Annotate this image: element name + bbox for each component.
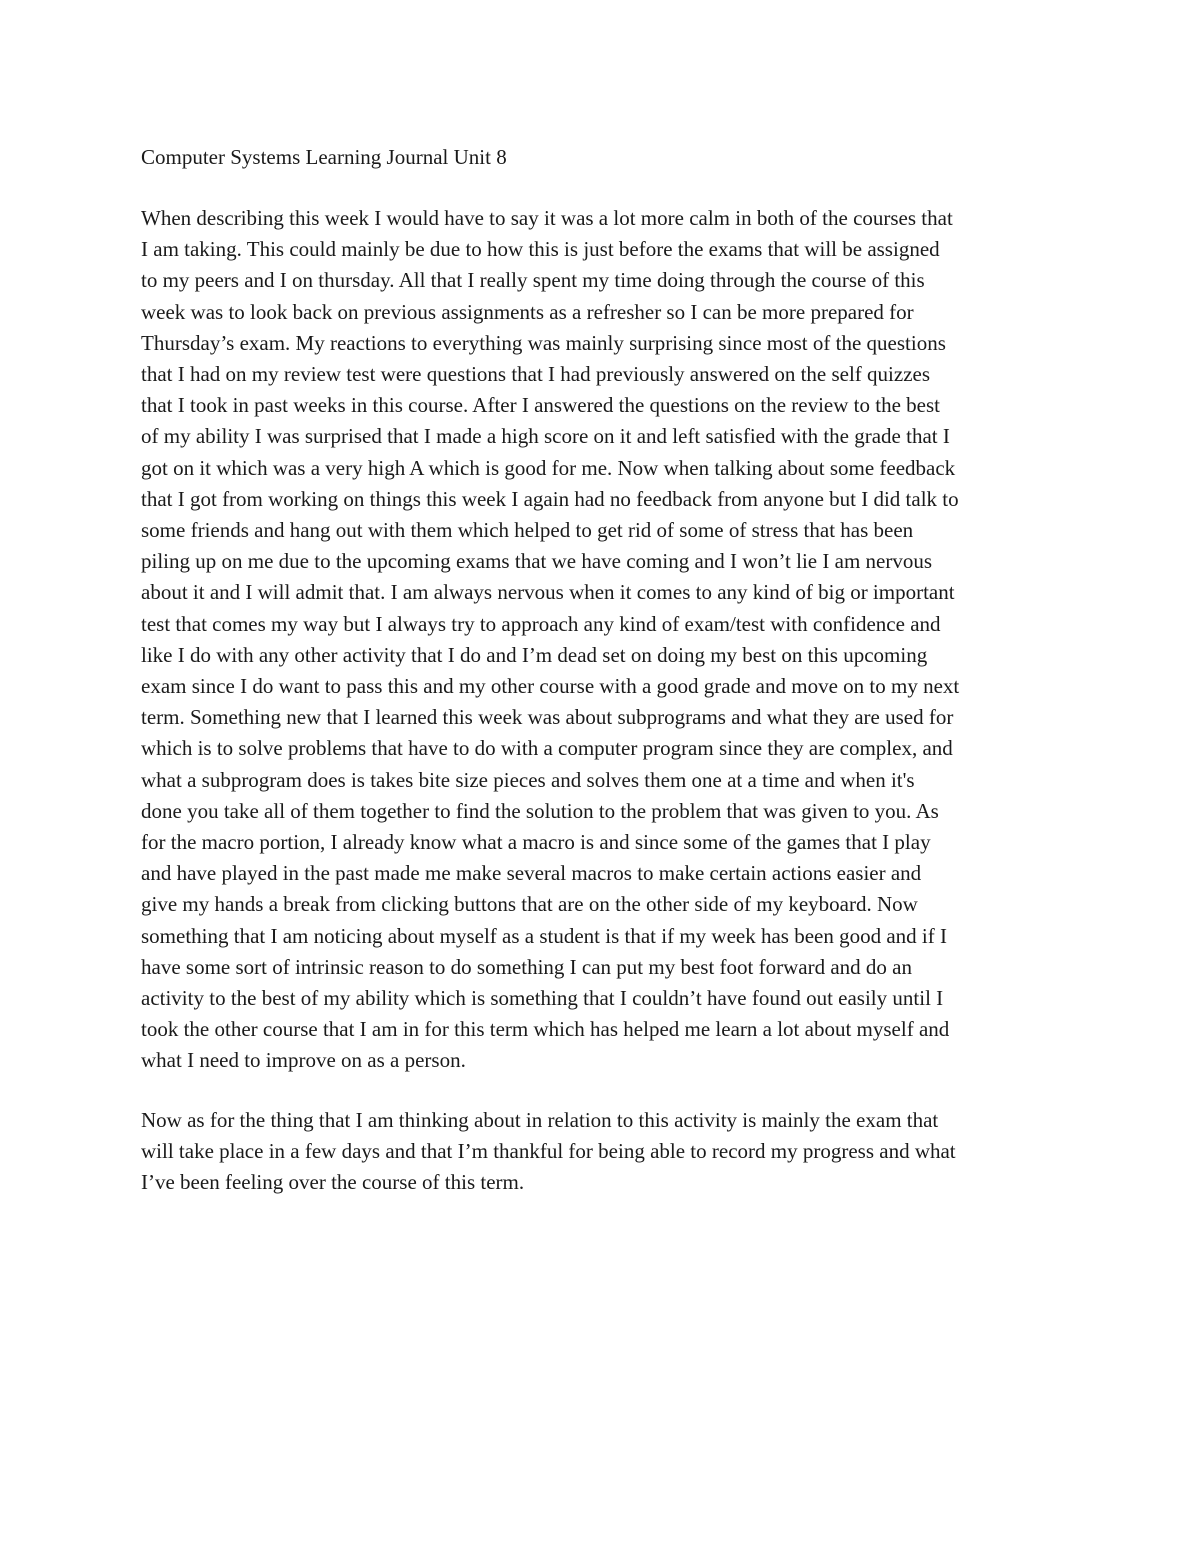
paragraph-line: give my hands a break from clicking buttons that are on the other side of my keyboard. Now [141,892,918,917]
paragraph-line: what a subprogram does is takes bite size pieces and solves them one at a time and when it's [141,767,915,792]
paragraph-line: term. Something new that I learned this week was about subprograms and what they are used for [141,705,954,730]
paragraph-line: took the other course that I am in for this term which has helped me learn a lot about myself and [141,1017,950,1042]
paragraph-line: some friends and hang out with them which helped to get rid of some of stress that has been [141,518,914,543]
paragraph-line: got on it which was a very high A which is good for me. Now when talking about some feedback [141,455,956,480]
paragraph-line: will take place in a few days and that I’m thankful for being able to record my progress and what [141,1139,956,1164]
paragraph-line: to my peers and I on thursday. All that I really spent my time doing through the course of this [141,268,925,293]
paragraph-line: that I got from working on things this week I again had no feedback from anyone but I did talk to [141,486,959,511]
paragraph-line: week was to look back on previous assignments as a refresher so I can be more prepared for [141,299,914,324]
document-title: Computer Systems Learning Journal Unit 8 [141,145,507,169]
paragraph-line: test that comes my way but I always try to approach any kind of exam/test with confidence and [141,611,941,636]
paragraph-line: for the macro portion, I already know what a macro is and since some of the games that I play [141,830,931,855]
body-paragraph-1 [141,203,959,1077]
paragraph-line: activity to the best of my ability which is something that I couldn’t have found out easily until I [141,986,944,1011]
paragraph-line: about it and I will admit that. I am always nervous when it comes to any kind of big or important [141,580,955,605]
paragraph-line: Now as for the thing that I am thinking about in relation to this activity is mainly the exam that [141,1108,939,1132]
paragraph-line: exam since I do want to pass this and my other course with a good grade and move on to my next [141,674,960,699]
paragraph-line: have some sort of intrinsic reason to do something I can put my best foot forward and do an [141,954,912,979]
paragraph-line: piling up on me due to the upcoming exams that we have coming and I won’t lie I am nervous [141,549,933,574]
paragraph-line: I am taking. This could mainly be due to how this is just before the exams that will be assigned [141,237,940,262]
paragraph-line: which is to solve problems that have to do with a computer program since they are complex, and [141,736,953,761]
paragraph-line: what I need to improve on as a person. [141,1048,466,1073]
paragraph-line: that I took in past weeks in this course. After I answered the questions on the review to the best [141,393,940,418]
paragraph-line: and have played in the past made me make several macros to make certain actions easier and [141,861,922,886]
paragraph-line: that I had on my review test were questions that I had previously answered on the self quizzes [141,362,931,387]
paragraph-line: I’ve been feeling over the course of this term. [141,1170,525,1195]
paragraph-line: done you take all of them together to find the solution to the problem that was given to you. As [141,798,939,823]
body-paragraph-2 [141,1105,956,1199]
paragraph-line: Thursday’s exam. My reactions to everything was mainly surprising since most of the questions [141,330,946,355]
paragraph-line: like I do with any other activity that I do and I’m dead set on doing my best on this upcoming [141,642,928,667]
paragraph-line: When describing this week I would have to say it was a lot more calm in both of the courses that [141,206,953,230]
paragraph-line: of my ability I was surprised that I made a high score on it and left satisfied with the grade that I [141,424,950,449]
paragraph-line: something that I am noticing about myself as a student is that if my week has been good and if I [141,923,947,948]
